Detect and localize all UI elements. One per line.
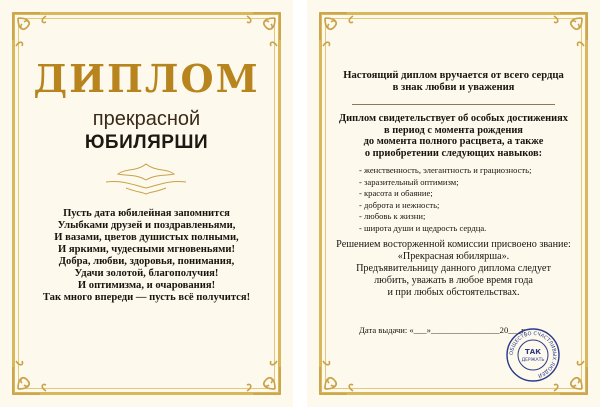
corner-ornament-icon	[241, 355, 283, 397]
poem-line: И яркими, чудесными мгновеньями!	[57, 244, 236, 255]
award-line: «Прекрасная юбилярша».	[397, 251, 510, 262]
award-text	[307, 239, 600, 299]
corner-ornament-icon	[317, 10, 359, 52]
list-item: - красота и обаяние;	[359, 188, 433, 199]
intro-line: Диплом свидетельствует об особых достижениях	[339, 113, 568, 124]
subtitle-line-2: ЮБИЛЯРШИ	[84, 132, 209, 153]
poem-line: Удачи золотой, благополучия!	[74, 268, 219, 279]
stamp-seal-icon	[505, 327, 561, 383]
header-line: в знак любви и уважения	[392, 82, 515, 93]
corner-ornament-icon	[241, 10, 283, 52]
poem-line: Добра, любви, здоровья, понимания,	[58, 256, 235, 267]
poem-line: Пусть дата юбилейная запомнится	[63, 208, 230, 219]
svg-text:ТАК: ТАК	[525, 348, 541, 356]
corner-ornament-icon	[317, 355, 359, 397]
achievements-intro	[307, 113, 600, 159]
svg-text:ОБЩЕСТВО СЧАСТЛИВЫХ ЛЮДЕЙ: ОБЩЕСТВО СЧАСТЛИВЫХ ЛЮДЕЙ	[508, 330, 558, 379]
intro-line: о приобретении следующих навыков:	[364, 147, 543, 159]
intro-line: в период с момента рождения	[384, 124, 523, 136]
subtitle-line-1: прекрасной	[92, 108, 201, 130]
skills-list	[359, 165, 559, 235]
corner-ornament-icon	[10, 355, 52, 397]
svg-text:ДЕРЖАТЬ: ДЕРЖАТЬ	[521, 358, 545, 363]
poem-line: И оптимизма, и очарования!	[77, 280, 216, 291]
award-line: Предъявительницу данного диплома следует	[356, 263, 551, 274]
list-item: - доброта и нежность;	[359, 199, 440, 210]
corner-ornament-icon	[10, 10, 52, 52]
list-item: - женственность, элегантность и грациозность;	[359, 165, 532, 175]
issue-date-line: Дата выдачи: «___»________________20___г.	[359, 325, 526, 335]
page-spine	[293, 0, 307, 407]
list-item: - широта души и щедрость сердца.	[359, 222, 487, 233]
diploma-left-page	[0, 0, 293, 407]
corner-ornament-icon	[548, 10, 590, 52]
diploma-title: ДИПЛОМ	[33, 56, 260, 101]
poem-line: Так много впереди — пусть всё получится!	[42, 292, 251, 303]
poem-text	[20, 208, 273, 304]
poem-line: Улыбками друзей и поздравленьями,	[57, 220, 236, 231]
award-line: любить, уважать в любое время года	[374, 275, 533, 286]
list-item: - любовь к жизни;	[359, 211, 426, 222]
header-line: Настоящий диплом вручается от всего сердца	[343, 70, 564, 81]
list-item: - заразительный оптимизм;	[359, 176, 459, 187]
divider-line	[352, 104, 555, 105]
poem-line: И вазами, цветов душистых полными,	[54, 232, 239, 243]
diploma-right-page	[307, 0, 600, 407]
award-line: и при любых обстоятельствах.	[387, 287, 520, 298]
flourish-ornament-icon	[96, 158, 196, 198]
dedication-header	[307, 70, 600, 94]
award-line: Решением восторженной комиссии присвоено звание:	[336, 239, 571, 250]
intro-line: до момента полного расцвета, а также	[363, 136, 544, 148]
